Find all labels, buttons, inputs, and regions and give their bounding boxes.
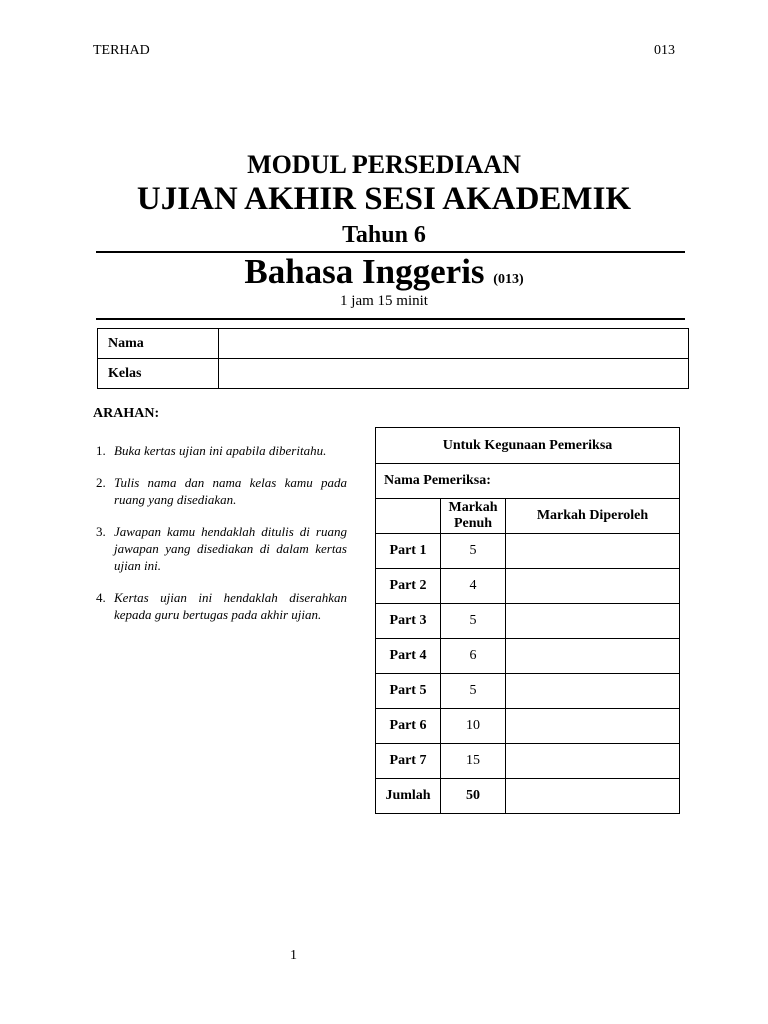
instruction-number: 4. — [96, 590, 106, 605]
full-marks: 5 — [441, 534, 506, 569]
full-marks: 6 — [441, 639, 506, 674]
instruction-item — [96, 442, 347, 459]
part-label: Part 6 — [376, 709, 441, 744]
part-label: Part 3 — [376, 604, 441, 639]
name-field[interactable] — [219, 329, 689, 359]
col-header-obtained-marks: Markah Diperoleh — [506, 499, 680, 534]
obtained-marks-field[interactable] — [506, 709, 680, 744]
title-module: MODUL PERSEDIAAN — [247, 150, 521, 179]
header-code: 013 — [654, 43, 675, 58]
table-row — [376, 674, 680, 709]
instruction-number: 2. — [96, 475, 106, 490]
instruction-text: Jawapan kamu hendaklah ditulis di ruang jawapan yang disediakan di dalam kertas ujian ini. — [114, 524, 347, 573]
full-marks: 15 — [441, 744, 506, 779]
instruction-item — [96, 474, 347, 508]
full-marks: 10 — [441, 709, 506, 744]
total-label: Jumlah — [376, 779, 441, 814]
total-row — [376, 779, 680, 814]
header-blank-cell — [376, 499, 441, 534]
title-year: Tahun 6 — [342, 222, 426, 248]
table-row — [376, 744, 680, 779]
instruction-text: Kertas ujian ini hendaklah diserahkan kepada guru bertugas pada akhir ujian. — [114, 590, 347, 622]
examiner-table — [375, 427, 680, 814]
subject-code: (013) — [493, 272, 524, 287]
part-label: Part 1 — [376, 534, 441, 569]
subject-name: Bahasa Inggeris — [244, 252, 485, 291]
part-label: Part 5 — [376, 674, 441, 709]
full-marks: 5 — [441, 604, 506, 639]
name-row — [98, 329, 689, 359]
table-row — [376, 604, 680, 639]
instruction-text: Tulis nama dan nama kelas kamu pada ruang yang disediakan. — [114, 475, 347, 507]
examiner-table-title: Untuk Kegunaan Pemeriksa — [376, 428, 680, 464]
obtained-marks-field[interactable] — [506, 744, 680, 779]
instructions-heading: ARAHAN: — [93, 406, 160, 421]
total-obtained-field[interactable] — [506, 779, 680, 814]
title-exam: UJIAN AKHIR SESI AKADEMIK — [136, 181, 632, 217]
table-row — [376, 639, 680, 674]
total-full-marks: 50 — [441, 779, 506, 814]
full-marks: 5 — [441, 674, 506, 709]
instruction-item — [96, 523, 347, 574]
instructions-list — [96, 442, 347, 638]
obtained-marks-field[interactable] — [506, 674, 680, 709]
class-row — [98, 359, 689, 389]
obtained-marks-field[interactable] — [506, 534, 680, 569]
page-number: 1 — [290, 948, 297, 963]
part-label: Part 4 — [376, 639, 441, 674]
class-field[interactable] — [219, 359, 689, 389]
obtained-marks-field[interactable] — [506, 604, 680, 639]
class-label: Kelas — [98, 359, 219, 389]
student-info-table — [97, 328, 689, 389]
table-row — [376, 569, 680, 604]
exam-duration: 1 jam 15 minit — [340, 293, 428, 309]
name-label: Nama — [98, 329, 219, 359]
col-header-full-marks: Markah Penuh — [441, 499, 506, 534]
header-classification: TERHAD — [93, 43, 150, 58]
examiner-name-label: Nama Pemeriksa: — [376, 464, 680, 499]
obtained-marks-field[interactable] — [506, 639, 680, 674]
full-marks: 4 — [441, 569, 506, 604]
table-row — [376, 709, 680, 744]
instruction-number: 1. — [96, 443, 106, 458]
table-row — [376, 534, 680, 569]
part-label: Part 7 — [376, 744, 441, 779]
instruction-text: Buka kertas ujian ini apabila diberitahu. — [114, 443, 327, 458]
obtained-marks-field[interactable] — [506, 569, 680, 604]
part-label: Part 2 — [376, 569, 441, 604]
divider-bottom — [96, 318, 685, 320]
instruction-item — [96, 589, 347, 623]
instruction-number: 3. — [96, 524, 106, 539]
title-subject — [0, 252, 768, 292]
